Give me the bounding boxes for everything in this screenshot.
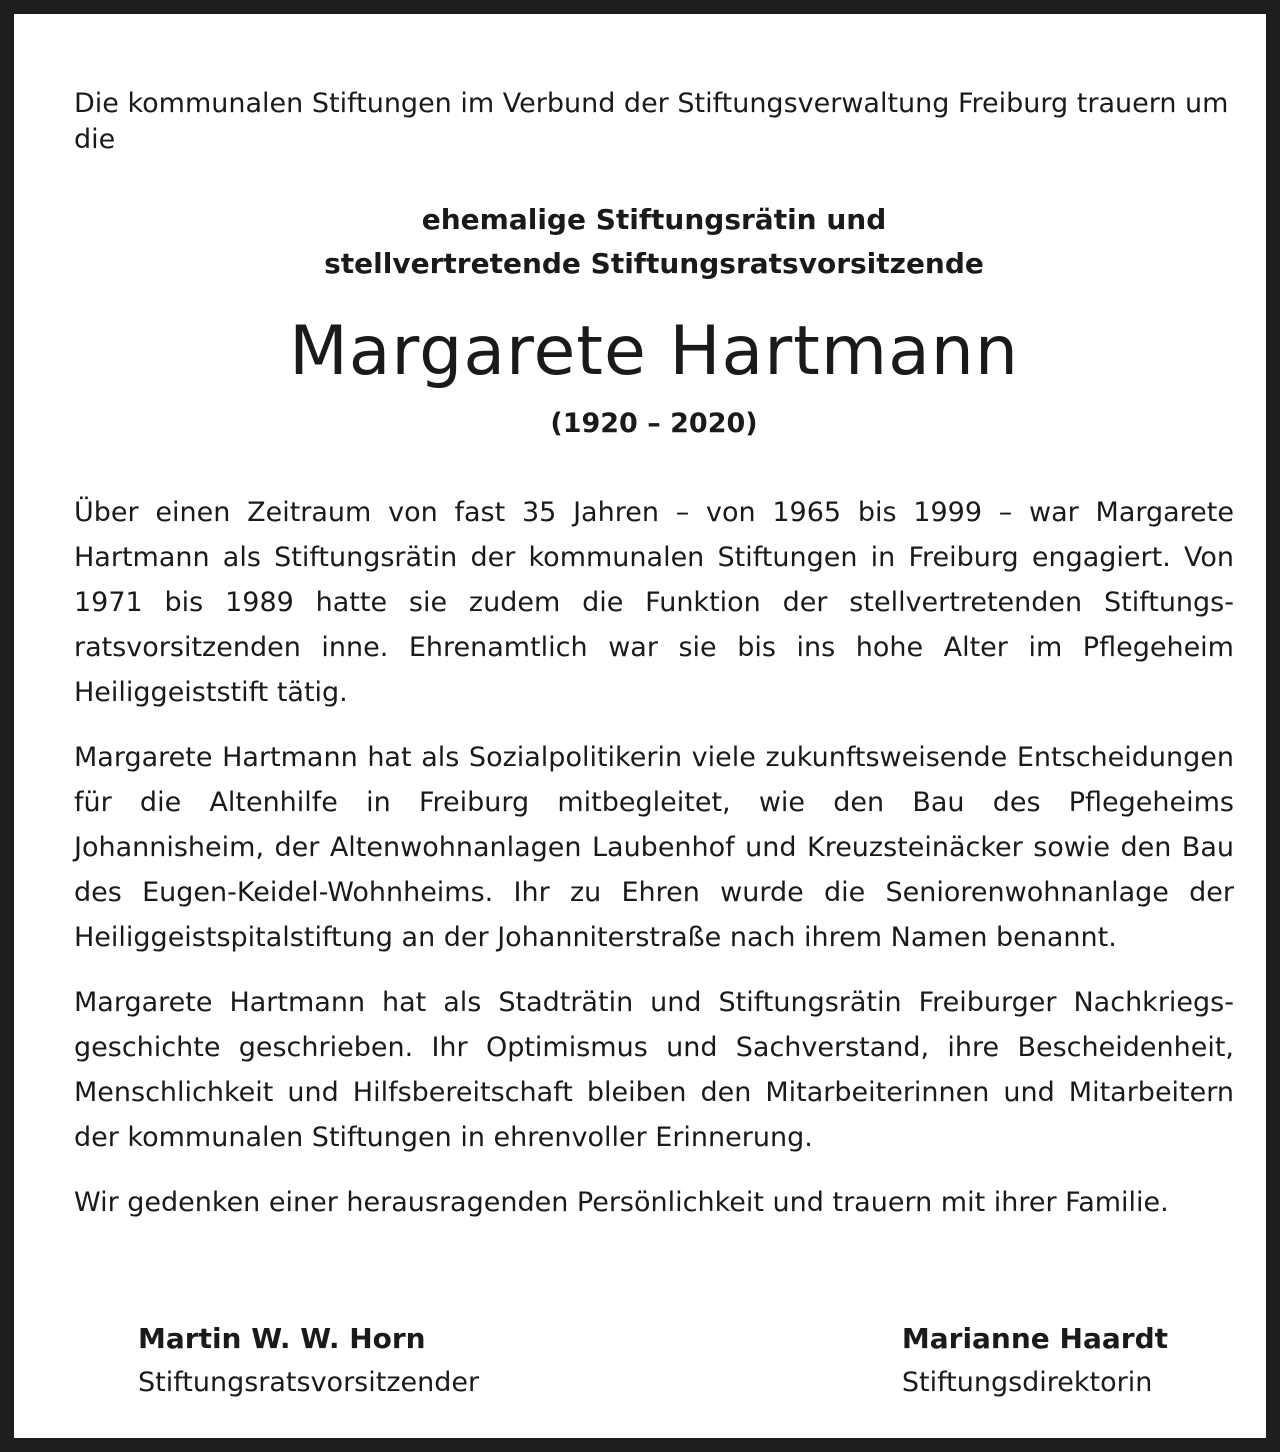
- signatory-name: Marianne Haardt: [901, 1322, 1168, 1355]
- signatory-role: Stiftungsratsvorsitzender: [138, 1367, 480, 1398]
- deceased-name: Margarete Hartmann: [289, 312, 1019, 391]
- subtitle-line-2: stellvertretende Stiftungsratsvorsitzende: [324, 247, 984, 280]
- intro-text: Die kommunalen Stiftungen im Verbund der Stiftungsverwaltung Freiburg trauern um die: [74, 88, 1229, 155]
- notice-body: [74, 86, 1234, 1225]
- subtitle-line-1: ehemalige Stiftungsrätin und: [421, 203, 887, 236]
- paragraph-3: Margarete Hartmann hat als Stadträtin und Stiftungsrätin Freiburger Nachkriegsgeschichte geschrieben. Ihr Optimismus und Sachverstand, ihre Bescheidenheit, Menschlichkeit und Hilfsbereitschaft bleiben den Mitarbeiterinnen und Mitarbeitern der kommunalen Stiftungen in ehrenvoller Erinnerung.: [74, 987, 1234, 1153]
- paragraph-2: Margarete Hartmann hat als Sozialpolitikerin viele zukunftsweisende Entscheidungen für die Altenhilfe in Freiburg mitbegleitet, wie den Bau des Pflegeheims Johannisheim, der Altenwohnanlagen Laubenhof und Kreuzsteinäcker sowie den Bau des Eugen-Keidel-Wohnheims. Ihr zu Ehren wurde die Seniorenwohnanlage der Heiliggeistspitalstiftung an der Johanniterstraße nach ihrem Namen benannt.: [74, 742, 1234, 953]
- subtitle: [74, 198, 1234, 286]
- signatory-name: Martin W. W. Horn: [138, 1322, 426, 1355]
- paragraph-4: Wir gedenken einer herausragenden Persönlichkeit und trauern mit ihrer Familie.: [74, 1187, 1169, 1218]
- signature-right: [902, 1317, 1168, 1405]
- life-dates: (1920 – 2020): [550, 408, 758, 439]
- paragraph-1: Über einen Zeitraum von fast 35 Jahren – von 1965 bis 1999 – war Margarete Hartmann als Stiftungsrätin der kommunalen Stiftungen in Freiburg engagiert. Von 1971 bis 1989 hatte sie zudem die Funktion der stellvertretenden Stiftungsratsvorsitzenden inne. Ehrenamtlich war sie bis ins hohe Alter im Pflegeheim Heiliggeiststift tätig.: [74, 497, 1234, 708]
- signature-left: [138, 1317, 479, 1405]
- signatory-role: Stiftungsdirektorin: [901, 1367, 1153, 1398]
